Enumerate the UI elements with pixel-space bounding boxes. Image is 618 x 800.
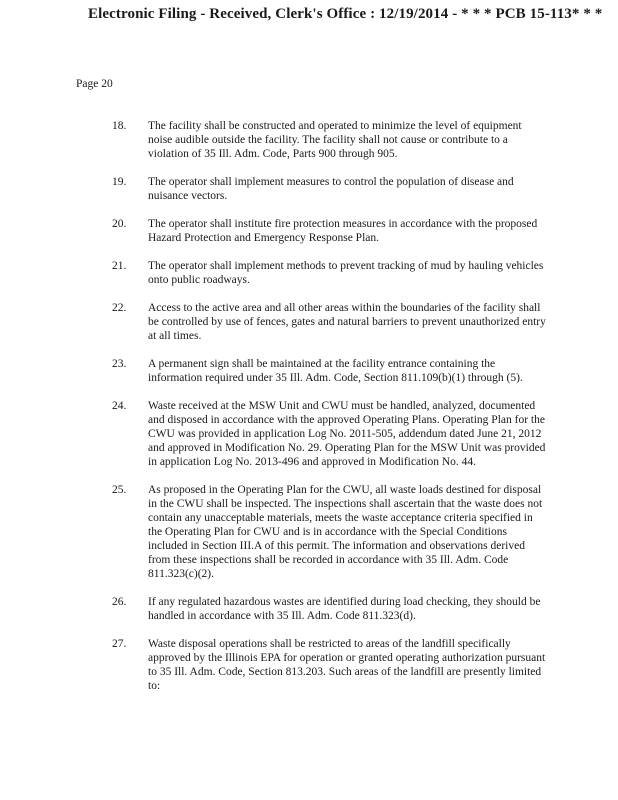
condition-number: 18. [112, 120, 127, 132]
condition-item [112, 175, 548, 203]
condition-item [112, 595, 548, 623]
condition-number: 23. [112, 358, 127, 370]
condition-item [112, 119, 548, 161]
condition-text: If any regulated hazardous wastes are identified during load checking, they should be handled in accordance with 35 Ill. Adm. Code 811.323(d). [148, 596, 541, 622]
condition-text: The facility shall be constructed and operated to minimize the level of equipment noise audible outside the facility. The facility shall not cause or contribute to a violation of 35 Ill. Adm. Code, Parts 900 through 905. [148, 120, 522, 160]
condition-item [112, 259, 548, 287]
condition-text: Access to the active area and all other areas within the boundaries of the facility shall be controlled by use of fences, gates and natural barriers to prevent unauthorized entry at all times. [148, 302, 546, 342]
condition-item [112, 357, 548, 385]
condition-text: Waste disposal operations shall be restricted to areas of the landfill specifically approved by the Illinois EPA for operation or granted operating authorization pursuant to 35 Ill. Adm. Code, Section 813.203. Such areas of the landfill are presently limited to: [148, 638, 546, 692]
condition-item [112, 217, 548, 245]
condition-item [112, 399, 548, 469]
condition-text: The operator shall implement measures to control the population of disease and nuisance vectors. [148, 176, 514, 202]
condition-number: 27. [112, 638, 127, 650]
condition-text: The operator shall implement methods to prevent tracking of mud by hauling vehicles onto public roadways. [148, 260, 544, 286]
conditions-list [112, 119, 548, 707]
condition-item [112, 301, 548, 343]
condition-number: 24. [112, 400, 127, 412]
filing-stamp-header: Electronic Filing - Received, Clerk's Office : 12/19/2014 - * * * PCB 15-113* * * [88, 6, 603, 22]
condition-number: 22. [112, 302, 127, 314]
condition-number: 25. [112, 484, 127, 496]
condition-number: 26. [112, 596, 127, 608]
condition-text: The operator shall institute fire protection measures in accordance with the proposed Hazard Protection and Emergency Response Plan. [148, 218, 538, 244]
condition-text: A permanent sign shall be maintained at the facility entrance containing the information required under 35 Ill. Adm. Code, Section 811.109(b)(1) through (5). [148, 358, 523, 384]
condition-number: 20. [112, 218, 127, 230]
condition-item [112, 483, 548, 581]
condition-number: 19. [112, 176, 127, 188]
page-number: Page 20 [76, 78, 113, 90]
condition-text: As proposed in the Operating Plan for the CWU, all waste loads destined for disposal in the CWU shall be inspected. The inspections shall ascertain that the waste does not contain any unacceptable materials, meets the waste acceptance criteria specified in the Operating Plan for CWU and is in accordance with the Special Conditions included in Section III.A of this permit. The information and observations derived from these inspections shall be recorded in accordance with 35 Ill. Adm. Code 811.323(c)(2). [148, 484, 543, 580]
condition-text: Waste received at the MSW Unit and CWU must be handled, analyzed, documented and disposed in accordance with the approved Operating Plans. Operating Plan for the CWU was provided in application Log No. 2011-505, addendum dated June 21, 2012 and approved in Modification No. 29. Operating Plan for the MSW Unit was provided in application Log No. 2013-496 and approved in Modification No. 44. [148, 400, 546, 468]
condition-number: 21. [112, 260, 127, 272]
condition-item [112, 637, 548, 693]
